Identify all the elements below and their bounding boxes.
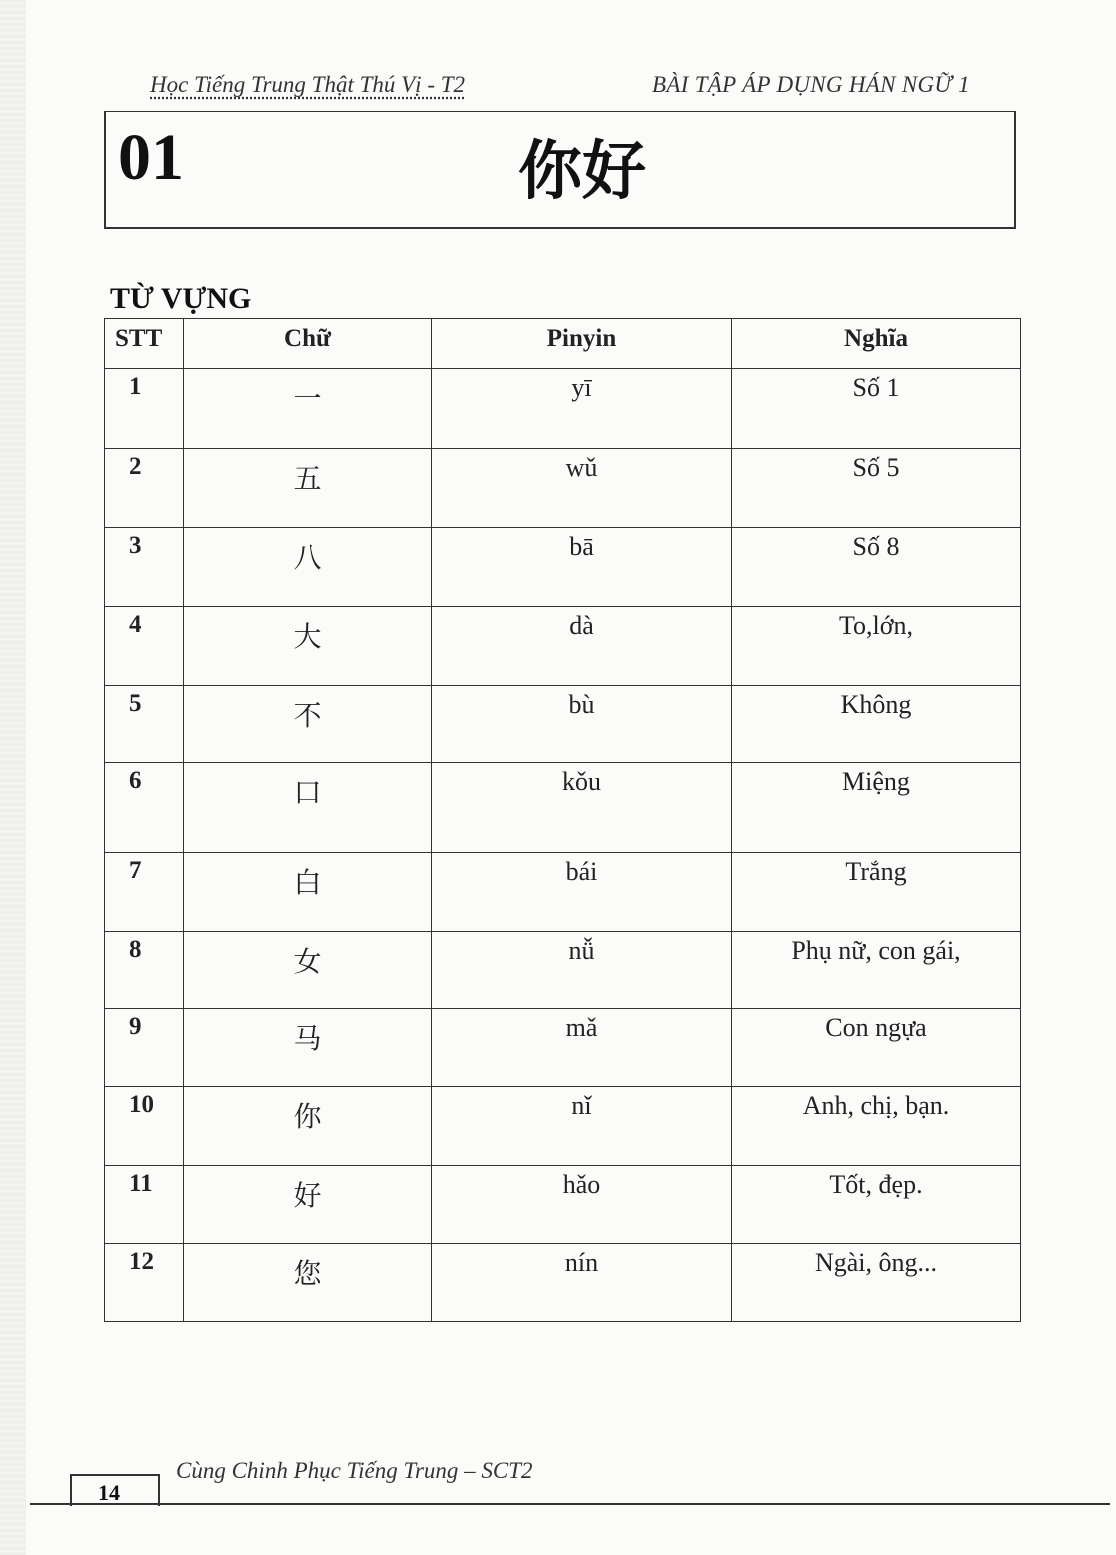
header-chu: Chữ	[184, 319, 432, 369]
cell-nghia: Số 1	[732, 369, 1021, 449]
table-row	[105, 1009, 1021, 1087]
cell-pinyin: nín	[432, 1244, 732, 1322]
cell-chu: 一	[184, 369, 432, 449]
footer-rule	[30, 1503, 1110, 1505]
footer-text: Cùng Chinh Phục Tiếng Trung – SCT2	[176, 1458, 533, 1483]
cell-stt: 9	[105, 1009, 184, 1087]
cell-chu: 口	[184, 763, 432, 853]
cell-chu: 白	[184, 853, 432, 932]
cell-chu: 马	[184, 1009, 432, 1087]
cell-stt: 2	[105, 449, 184, 528]
header-stt: STT	[105, 319, 184, 369]
cell-stt: 11	[105, 1166, 184, 1244]
table-row	[105, 528, 1021, 607]
cell-nghia: Con ngựa	[732, 1009, 1021, 1087]
cell-nghia: Anh, chị, bạn.	[732, 1087, 1021, 1166]
cell-chu: 大	[184, 607, 432, 686]
header-pinyin: Pinyin	[432, 319, 732, 369]
header-nghia: Nghĩa	[732, 319, 1021, 369]
lesson-title-box	[104, 111, 1016, 229]
cell-stt: 6	[105, 763, 184, 853]
cell-stt: 12	[105, 1244, 184, 1322]
cell-pinyin: bā	[432, 528, 732, 607]
cell-pinyin: yī	[432, 369, 732, 449]
lesson-title: 你好	[518, 135, 646, 209]
cell-stt: 7	[105, 853, 184, 932]
cell-nghia: Miệng	[732, 763, 1021, 853]
cell-pinyin: bái	[432, 853, 732, 932]
cell-chu: 五	[184, 449, 432, 528]
table-row	[105, 1166, 1021, 1244]
cell-pinyin: wǔ	[432, 449, 732, 528]
table-row	[105, 853, 1021, 932]
cell-pinyin: nǐ	[432, 1087, 732, 1166]
cell-pinyin: hǎo	[432, 1166, 732, 1244]
cell-stt: 4	[105, 607, 184, 686]
table-row	[105, 449, 1021, 528]
table-row	[105, 932, 1021, 1009]
lesson-number: 01	[118, 121, 184, 194]
cell-pinyin: kǒu	[432, 763, 732, 853]
cell-stt: 3	[105, 528, 184, 607]
table-row	[105, 607, 1021, 686]
cell-chu: 您	[184, 1244, 432, 1322]
cell-nghia: Ngài, ông...	[732, 1244, 1021, 1322]
cell-chu: 好	[184, 1166, 432, 1244]
cell-chu: 女	[184, 932, 432, 1009]
cell-chu: 八	[184, 528, 432, 607]
table-row	[105, 369, 1021, 449]
cell-nghia: Không	[732, 686, 1021, 763]
table-row	[105, 686, 1021, 763]
cell-nghia: Trắng	[732, 853, 1021, 932]
table-header-row	[105, 319, 1021, 369]
cell-pinyin: dà	[432, 607, 732, 686]
cell-stt: 8	[105, 932, 184, 1009]
table-row	[105, 763, 1021, 853]
cell-stt: 5	[105, 686, 184, 763]
table-row	[105, 1087, 1021, 1166]
cell-pinyin: nǚ	[432, 932, 732, 1009]
cell-stt: 1	[105, 369, 184, 449]
cell-nghia: Số 8	[732, 528, 1021, 607]
section-title: TỪ VỰNG	[110, 282, 252, 315]
cell-nghia: Phụ nữ, con gái,	[732, 932, 1021, 1009]
table-row	[105, 1244, 1021, 1322]
page-number: 14	[98, 1480, 120, 1505]
cell-chu: 不	[184, 686, 432, 763]
cell-nghia: Số 5	[732, 449, 1021, 528]
cell-chu: 你	[184, 1087, 432, 1166]
cell-nghia: To,lớn,	[732, 607, 1021, 686]
cell-nghia: Tốt, đẹp.	[732, 1166, 1021, 1244]
vocabulary-table	[104, 318, 1021, 1322]
header-section-title: BÀI TẬP ÁP DỤNG HÁN NGỮ 1	[652, 72, 970, 97]
scan-edge	[0, 0, 26, 1555]
cell-pinyin: bù	[432, 686, 732, 763]
header-book-title: Học Tiếng Trung Thật Thú Vị - T2	[150, 72, 466, 97]
cell-stt: 10	[105, 1087, 184, 1166]
cell-pinyin: mǎ	[432, 1009, 732, 1087]
